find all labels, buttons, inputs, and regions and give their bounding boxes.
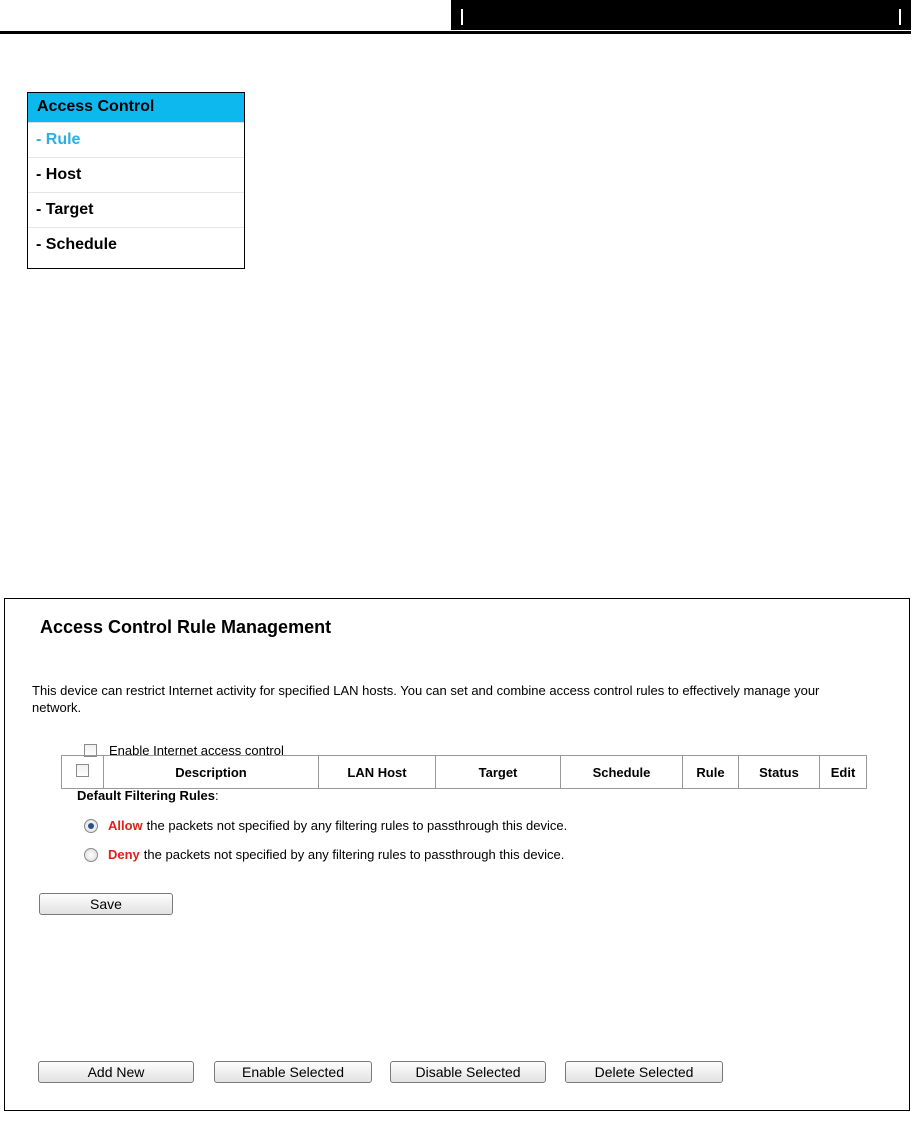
header-divider <box>0 31 911 34</box>
table-header-row <box>62 756 867 789</box>
enable-selected-button[interactable]: Enable Selected <box>214 1061 372 1083</box>
select-all-cell <box>62 756 104 789</box>
page-title: Access Control Rule Management <box>40 617 332 637</box>
column-rule: Rule <box>683 756 739 789</box>
enable-access-control-label: Enable Internet access control <box>109 743 284 758</box>
deny-word: Deny <box>108 847 140 862</box>
column-edit: Edit <box>820 756 867 789</box>
add-new-button[interactable]: Add New <box>38 1061 194 1083</box>
menu-item-target[interactable]: - Target <box>28 193 244 228</box>
default-filtering-rules-text: Default Filtering Rules <box>77 788 215 803</box>
menu-header[interactable]: Access Control <box>28 93 244 123</box>
rule-management-panel <box>4 598 910 1111</box>
save-button[interactable]: Save <box>39 893 173 915</box>
column-lan-host: LAN Host <box>319 756 436 789</box>
allow-rule-row <box>84 818 567 833</box>
header-bar-edge-left <box>461 9 463 25</box>
header-bar-edge-right <box>899 9 901 25</box>
menu-item-rule[interactable]: - Rule <box>28 123 244 158</box>
select-all-checkbox[interactable] <box>76 764 89 777</box>
column-target: Target <box>436 756 561 789</box>
menu-item-schedule[interactable]: - Schedule <box>36 236 117 253</box>
default-filtering-rules-label <box>77 788 219 803</box>
access-control-menu <box>27 92 245 269</box>
deny-radio[interactable] <box>84 848 98 862</box>
deny-rule-row <box>84 847 564 862</box>
menu-item-host[interactable]: - Host <box>28 158 244 193</box>
description-text: This device can restrict Internet activity for specified LAN hosts. You can set and combine access control rules to effectively manage your network. <box>32 683 820 715</box>
column-status: Status <box>739 756 820 789</box>
column-description: Description <box>104 756 319 789</box>
column-schedule: Schedule <box>561 756 683 789</box>
disable-selected-button[interactable]: Disable Selected <box>390 1061 546 1083</box>
header-bar <box>451 0 911 30</box>
rules-table-header <box>61 755 867 789</box>
allow-radio[interactable] <box>84 819 98 833</box>
allow-word: Allow <box>108 818 143 833</box>
deny-text: the packets not specified by any filtering rules to passthrough this device. <box>143 847 565 862</box>
allow-text: the packets not specified by any filtering rules to passthrough this device. <box>146 818 568 833</box>
delete-selected-button[interactable]: Delete Selected <box>565 1061 723 1083</box>
default-filtering-rules-colon: : <box>214 788 219 803</box>
